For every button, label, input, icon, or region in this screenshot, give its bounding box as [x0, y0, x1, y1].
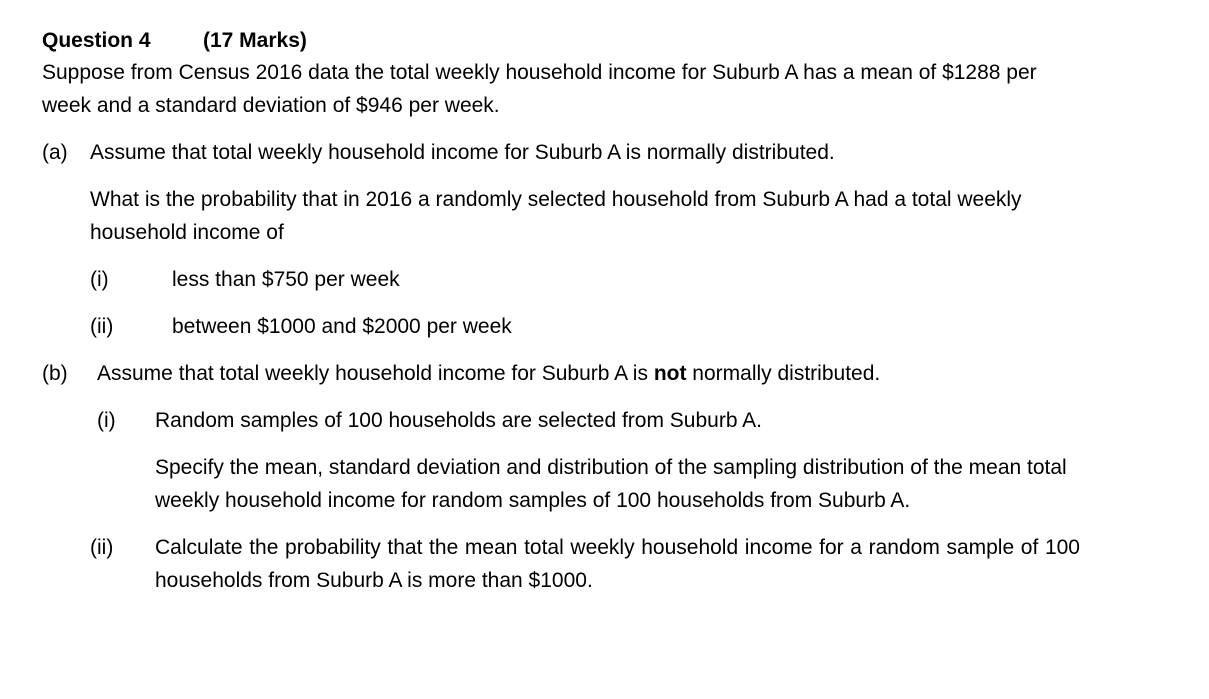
part-a — [42, 136, 1092, 169]
question-intro: Suppose from Census 2016 data the total weekly household income for Suburb A has a mean of $1288 per week and a standard deviation of $946 per week. — [42, 61, 1037, 117]
part-b — [42, 357, 1092, 390]
part-b-text-before: Assume that total weekly household income for Suburb A is — [97, 362, 654, 385]
question-heading — [42, 26, 1092, 56]
part-b-item-i-label: (i) — [97, 409, 116, 432]
part-a-label: (a) — [42, 141, 68, 164]
part-b-item-ii-label: (ii) — [90, 536, 114, 559]
part-a-text: Assume that total weekly household income for Suburb A is normally distributed. — [90, 141, 835, 164]
part-b-item-ii-text: Calculate the probability that the mean total weekly household income for a random sample of 100 households from Suburb A is more than $1000. — [155, 536, 1080, 592]
part-b-item-i-text: Random samples of 100 households are selected from Suburb A. — [155, 409, 763, 432]
question-marks: (17 Marks) — [203, 29, 307, 52]
question-title: Question 4 — [42, 29, 151, 52]
part-b-text — [97, 357, 1092, 390]
part-b-label: (b) — [42, 362, 68, 385]
part-b-item-ii — [42, 531, 1092, 597]
part-a-item-i-text: less than $750 per week — [172, 268, 400, 291]
part-a-item-ii-label: (ii) — [90, 315, 114, 338]
part-a-item-ii-text: between $1000 and $2000 per week — [172, 315, 512, 338]
part-b-text-bold: not — [653, 362, 687, 385]
part-b-text-after: normally distributed. — [686, 362, 881, 385]
part-a-prompt: What is the probability that in 2016 a randomly selected household from Suburb A had a total weekly household income of — [90, 188, 1022, 244]
part-a-item-ii — [42, 310, 1092, 343]
part-b-item-i — [42, 404, 1092, 437]
question-document — [42, 26, 1092, 597]
part-b-item-i-followup-row — [42, 451, 1080, 517]
part-a-item-i-label: (i) — [90, 268, 109, 291]
part-a-item-i — [42, 263, 1092, 296]
part-a-prompt-row — [42, 183, 1090, 249]
part-b-item-i-followup: Specify the mean, standard deviation and distribution of the sampling distribution of the mean total weekly household income for random samples of 100 households from Suburb A. — [155, 456, 1067, 512]
